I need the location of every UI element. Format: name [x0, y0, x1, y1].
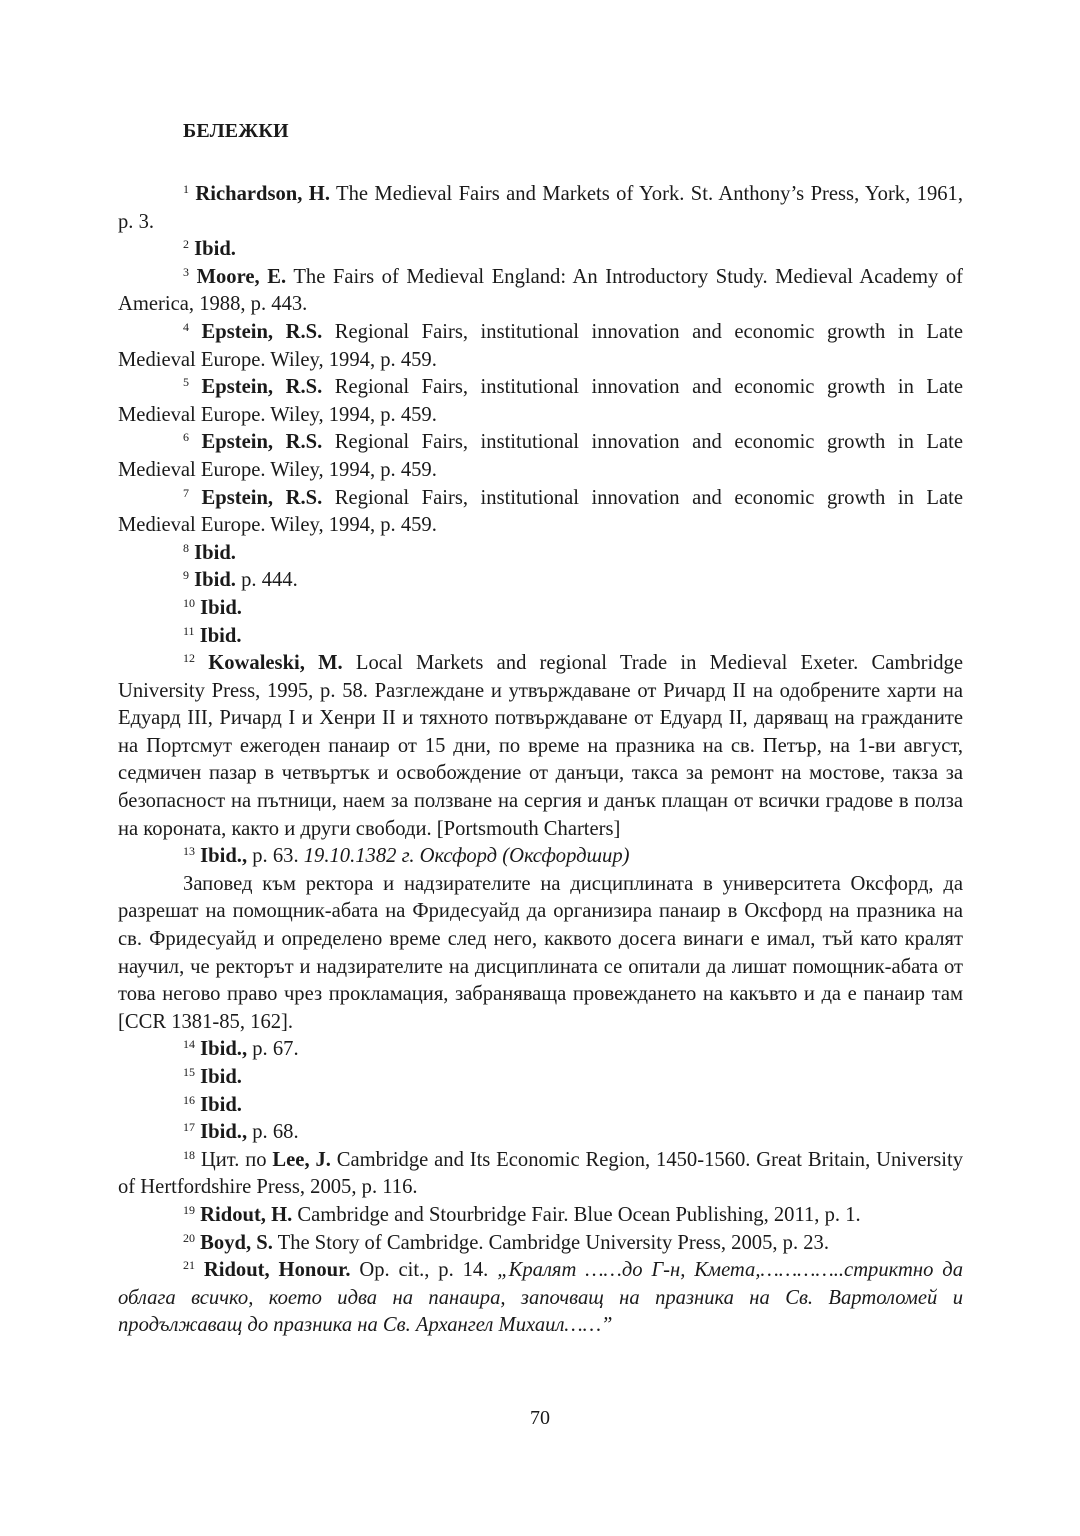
footnote-text: p. 68.	[247, 1121, 299, 1144]
footnote-text: Regional Fairs, institutional innovation and economic growth in Late Medieval Europe. Wiley, 1994, p. 459.	[118, 431, 964, 481]
footnote-author: Boyd, S.	[200, 1231, 273, 1254]
footnote	[118, 264, 963, 319]
footnote	[118, 1064, 963, 1092]
footnote	[118, 485, 963, 540]
footnote	[118, 1257, 963, 1340]
notes-page	[118, 120, 963, 1340]
footnote-text: Regional Fairs, institutional innovation and economic growth in Late Medieval Europe. Wiley, 1994, p. 459.	[118, 486, 964, 537]
footnote-text: The Story of Cambridge. Cambridge University Press, 2005, p. 23.	[272, 1231, 830, 1254]
footnote-quote: „Кралят ……до Г-н, Кмета,…………..стриктно да облага всичко, което идва на панаира, започващ на празника на Св. Вартоломей и продължаващ до празника на Св. Архангел Михаил……”	[118, 1259, 963, 1337]
footnote	[118, 567, 963, 595]
footnote-author: Epstein, R.S.	[201, 376, 323, 399]
footnote	[118, 1119, 963, 1147]
footnote	[118, 595, 963, 623]
footnote-text: Заповед към ректора и надзирателите на дисциплината в университета Оксфорд, да разрешат на помощник-абата на Фридесуайд да организира панаир в Оксфорд на празника на св. Фридесуайд и определено време след него, каквото досега винаги е имал, тъй като кралят научил, че ректорът и надзирателите на дисциплината се опитали да лишат помощник-абата от това негово право чрез прокламация, забраняваща провеждането на какъвто и да е панаир там [CCR 1381-85, 162].	[118, 872, 963, 1033]
footnote	[118, 1147, 963, 1202]
footnote-text: Regional Fairs, institutional innovation and economic growth in Late Medieval Europe. Wiley, 1994, p. 459.	[118, 376, 964, 426]
footnote-author: Epstein, R.S.	[201, 320, 323, 343]
footnote-text: p. 444.	[235, 569, 298, 592]
footnote-number: 11	[183, 623, 195, 638]
footnote	[118, 319, 963, 374]
footnote	[118, 1202, 963, 1230]
footnote-text: The Fairs of Medieval England: An Introductory Study. Medieval Academy of America, 1988, p. 443.	[118, 265, 964, 316]
footnote-number: 12	[183, 651, 195, 666]
footnote-number: 14	[183, 1037, 195, 1052]
footnote-number: 4	[183, 319, 189, 334]
footnote-author: Epstein, R.S.	[201, 486, 323, 509]
footnote-number: 3	[183, 264, 189, 279]
footnote-author: Ibid.	[194, 238, 236, 261]
footnote-continuation	[118, 871, 963, 1037]
footnote-number: 21	[183, 1258, 195, 1273]
footnote-text: Cambridge and Stourbridge Fair. Blue Ocean Publishing, 2011, p. 1.	[292, 1203, 861, 1226]
notes-list	[118, 181, 963, 1340]
footnote	[118, 1092, 963, 1120]
footnote-number: 7	[183, 485, 189, 500]
footnote	[118, 1230, 963, 1258]
footnote-text: Op. cit., p. 14.	[350, 1259, 498, 1282]
footnote	[118, 650, 963, 843]
footnote	[118, 843, 963, 871]
footnote-number: 19	[183, 1202, 195, 1217]
footnote-author: Lee, J.	[272, 1148, 331, 1171]
footnote-quote: 19.10.1382 г. Оксфорд (Оксфордшир)	[303, 845, 630, 868]
footnote	[118, 236, 963, 264]
footnote-author: Ibid.	[200, 596, 242, 619]
footnote-number: 1	[183, 182, 189, 196]
footnote-number: 13	[183, 844, 195, 859]
footnote	[118, 1036, 963, 1064]
footnote-text: p. 67.	[247, 1038, 299, 1061]
footnote	[118, 181, 963, 236]
footnote-text: Cambridge and Its Economic Region, 1450-1560. Great Britain, University of Hertfordshire Press, 2005, p. 116.	[118, 1148, 964, 1199]
footnote-number: 16	[183, 1092, 195, 1107]
footnote-author: Ibid.,	[200, 1038, 248, 1061]
footnote-author: Ibid.,	[200, 1121, 248, 1144]
footnote-author: Ibid.	[200, 1093, 242, 1116]
footnote-author: Ibid.	[194, 541, 236, 564]
footnote-number: 6	[183, 430, 189, 445]
footnote-author: Ibid.	[200, 1066, 242, 1088]
footnote-number: 9	[183, 568, 189, 583]
footnote-number: 18	[183, 1147, 195, 1162]
footnote	[118, 429, 963, 484]
footnote-number: 2	[183, 237, 189, 252]
footnote-number: 8	[183, 540, 189, 555]
footnote-number: 15	[183, 1065, 195, 1079]
footnote-number: 5	[183, 375, 189, 390]
page-number: 70	[530, 1407, 550, 1429]
footnote-author: Ridout, Honour.	[203, 1259, 351, 1282]
footnote-author: Ibid.	[199, 624, 242, 647]
footnote-author: Ridout, H.	[200, 1203, 293, 1226]
footnote-number: 17	[183, 1120, 195, 1135]
footnote-author: Epstein, R.S.	[201, 431, 323, 454]
footnote	[118, 374, 963, 429]
footnote-author: Moore, E.	[196, 265, 287, 288]
footnote-text: The Medieval Fairs and Markets of York. St. Anthony’s Press, York, 1961, p. 3.	[118, 183, 963, 233]
footnote-author: Richardson, H.	[195, 183, 330, 205]
footnote-author: Ibid.	[194, 569, 236, 592]
footnote-text: p. 63.	[247, 845, 304, 868]
footnote	[118, 623, 963, 651]
notes-heading: БЕЛЕЖКИ	[183, 120, 289, 142]
footnote-text: Regional Fairs, institutional innovation and economic growth in Late Medieval Europe. Wiley, 1994, p. 459.	[118, 320, 964, 371]
footnote	[118, 540, 963, 568]
footnote-number: 20	[183, 1230, 195, 1245]
footnote-author: Kowaleski, M.	[208, 652, 343, 675]
footnote-author: Ibid.,	[200, 845, 248, 868]
footnote-text: Local Markets and regional Trade in Medieval Exeter. Cambridge University Press, 1995, p. 58. Разглеждане и утвърждаване от Ричард II на одобрените харти на Едуард III, Ричард I и Хенри II и тяхното потвърждаване от Едуард II, даряващ на гражданите на Портсмут ежегоден панаир от 15 дни, по време на празника на св. Петър, на 1-ви август, седмичен пазар в четвъртък и освобождение от данъци, такса за ремонт на мостове, такза за безопасност на пътници, наем за ползване на сергия и данък плащан от всички градове в полза на короната, както и други свободи. [Portsmouth Charters]	[118, 652, 963, 840]
footnote-number: 10	[183, 595, 195, 610]
footnote-prefix: Цит. по	[200, 1148, 273, 1171]
